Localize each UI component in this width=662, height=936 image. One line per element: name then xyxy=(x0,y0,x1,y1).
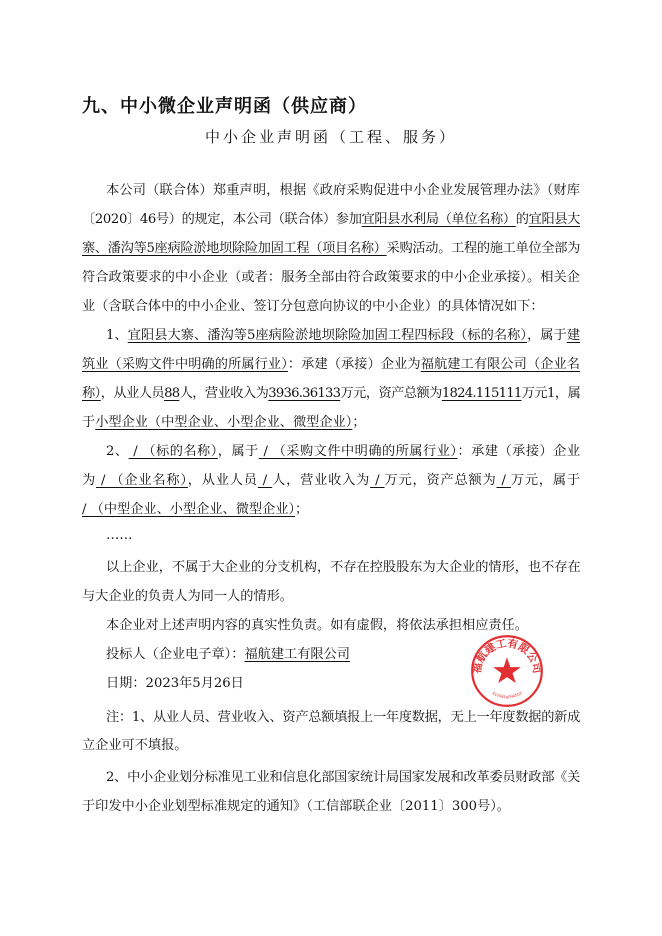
filled-field: 宜阳县大寨、潘沟等5座病险淤地坝除险加固工程四标段（标的名称） xyxy=(127,328,528,343)
filled-field: 建 xyxy=(566,328,580,343)
filled-field: 寨、潘沟等5座病险淤地坝除险加固工程（项目名称） xyxy=(82,241,387,256)
text-line xyxy=(82,501,580,519)
text-line xyxy=(106,559,580,577)
filled-field: 88 xyxy=(164,386,180,401)
text-segment: 符合政策要求的中小企业（或者：服务全部由符合政策要求的中小企业承接）。相关企 xyxy=(82,270,580,285)
company-seal-stamp xyxy=(470,634,544,708)
text-segment: 人，营业收入为 xyxy=(179,386,269,401)
text-segment: ，从业人员 xyxy=(100,386,165,401)
filled-field: / xyxy=(370,473,385,488)
text-segment: 本公司（联合体）郑重声明，根据《政府采购促进中小企业发展管理办法》（财库 xyxy=(106,183,580,198)
text-line xyxy=(82,385,580,403)
text-segment: 万元，属于 xyxy=(510,473,581,488)
text-segment: 注：1、从业人员、营业收入、资产总额填报上一年度数据，无上一年度数据的新成 xyxy=(106,710,581,725)
text-segment: 万元，资产总额为 xyxy=(384,473,497,488)
text-line xyxy=(82,356,580,374)
text-line xyxy=(82,414,580,432)
text-segment: 2、中小企业划分标准见工业和信息化部国家统计局国家发展和改革委员财政部《关 xyxy=(106,770,581,785)
filled-field: 筑业（采购文件中明确的所属行业） xyxy=(82,357,288,372)
text-line xyxy=(82,211,580,229)
text-segment: 万元1，属 xyxy=(521,386,580,401)
text-line xyxy=(82,298,580,316)
text-segment: ； xyxy=(295,502,309,517)
text-line xyxy=(82,588,580,606)
svg-text:福航建工有限公司: 福航建工有限公司 xyxy=(471,637,543,675)
text-segment: 于印发中小企业划型标准规定的通知》（工信部联企业〔2011〕300号）。 xyxy=(82,799,510,814)
filled-field: 福航建工有限公司（企业名 xyxy=(420,357,580,372)
text-segment: ； xyxy=(352,415,366,430)
text-segment: 万元，资产总额为 xyxy=(340,386,442,401)
filled-field: 宜阳县水利局（单位名称） xyxy=(361,212,516,227)
document-title: 中小企业声明函（工程、服务） xyxy=(204,128,457,146)
seal-star-icon xyxy=(493,657,521,683)
text-line xyxy=(82,240,580,258)
text-line xyxy=(106,769,580,787)
text-segment: 〔2020〕46号）的规定，本公司（联合体）参加 xyxy=(82,212,362,227)
text-segment: 以上企业，不属于大企业的分支机构，不存在控股股东为大企业的情形，也不存在 xyxy=(106,560,581,575)
text-line xyxy=(82,269,580,287)
text-segment: 本企业对上述声明内容的真实性负责。如有虚假，将依法承担相应责任。 xyxy=(106,618,528,633)
text-segment: 于 xyxy=(82,415,96,430)
text-segment: 为 xyxy=(82,473,96,488)
section-heading: 九、中小微企业声明函（供应商） xyxy=(82,96,367,117)
filled-field: 3936.36133 xyxy=(268,386,341,401)
filled-field: 1824.115111 xyxy=(441,386,522,401)
filled-field: 称） xyxy=(82,386,101,401)
filled-field: / xyxy=(496,473,511,488)
text-segment: 投标人（企业电子章）： xyxy=(106,647,245,662)
text-segment: 立企业可不填报。 xyxy=(82,738,188,753)
filled-field: / （中型企业、小型企业、微型企业） xyxy=(82,502,296,517)
filled-field: / （采购文件中明确的所属行业） xyxy=(258,444,458,459)
text-segment: ：承建（承接）企业为 xyxy=(287,357,421,372)
text-segment: ，属于 xyxy=(217,444,259,459)
text-line xyxy=(106,617,580,635)
text-segment: 业（含联合体中的中小企业、签订分包意向协议的中小企业）的具体情况如下： xyxy=(82,299,544,314)
text-line xyxy=(106,709,580,727)
text-segment: ：承建（承接）企业 xyxy=(457,444,581,459)
text-segment: 的 xyxy=(515,212,529,227)
text-segment: 2、 xyxy=(106,444,129,459)
text-segment: 人，营业收入为 xyxy=(272,473,371,488)
text-line xyxy=(106,327,580,345)
text-segment: 采购活动。工程的施工单位全部为 xyxy=(386,241,580,256)
text-line xyxy=(82,798,580,816)
filled-field: / （标的名称） xyxy=(128,444,218,459)
text-segment: …… xyxy=(106,528,133,543)
text-line xyxy=(82,737,580,755)
text-segment: ，从业人员 xyxy=(187,473,258,488)
text-line xyxy=(106,182,580,200)
text-line xyxy=(106,527,580,545)
text-segment: 1、 xyxy=(106,328,128,343)
text-line xyxy=(106,443,580,461)
filled-field: 福航建工有限公司 xyxy=(244,647,350,662)
filled-field: / （企业名称） xyxy=(96,473,188,488)
filled-field: / xyxy=(257,473,273,488)
text-line xyxy=(82,472,580,490)
text-segment: 与大企业的负责人为同一人的情形。 xyxy=(82,589,293,604)
text-segment: ，属于 xyxy=(527,328,567,343)
svg-text:4105816094503: 4105816094503 xyxy=(491,690,523,700)
filled-field: 宜阳县大 xyxy=(528,212,581,227)
filled-field: 小型企业（中型企业、小型企业、微型企业） xyxy=(95,415,353,430)
text-segment: 日期：2023年5月26日 xyxy=(106,676,244,691)
